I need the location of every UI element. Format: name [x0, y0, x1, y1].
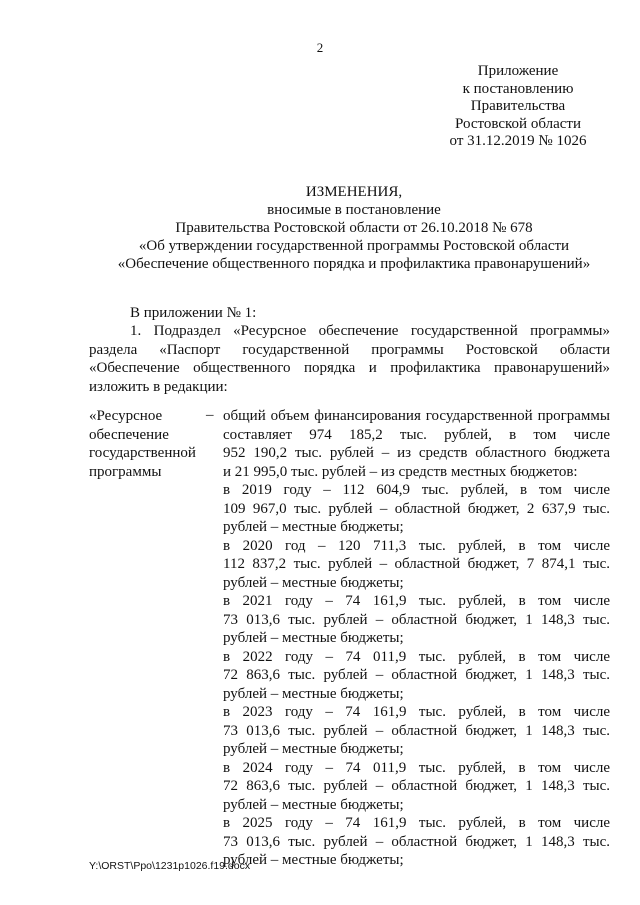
title-line: «Обеспечение общественного порядка и профилактика правонарушений» — [117, 256, 591, 272]
content-line: и 21 995,0 тыс. рублей – из средств местных бюджетов: — [223, 463, 578, 480]
content-line: 112 837,2 тыс. рублей – областной бюджет, 7 874,1 тыс. — [223, 556, 610, 572]
content-line: в 2023 году – 74 161,9 тыс. рублей, в том числе — [223, 704, 610, 720]
content-line: в 2019 году – 112 604,9 тыс. рублей, в том числе — [223, 482, 610, 498]
document-title — [80, 183, 628, 273]
content-line: рублей – местные бюджеты; — [223, 852, 404, 868]
content-line: рублей – местные бюджеты; — [223, 519, 404, 535]
resource-label-line: государственной — [89, 445, 196, 461]
content-line: в 2020 год – 120 711,3 тыс. рублей, в том числе — [223, 537, 610, 554]
content-line: рублей – местные бюджеты; — [223, 796, 404, 813]
appendix-line: от 31.12.2019 № 1026 — [449, 133, 587, 149]
resource-content — [223, 407, 610, 870]
content-line: рублей – местные бюджеты; — [223, 685, 404, 702]
paragraph-1-text: 1. Подраздел «Ресурсное обеспечение государственной программы» раздела «Паспорт государственной программы Ростовской области «Обеспечение общественного порядка и профилактика правонарушений» изложить в редакции: — [89, 323, 610, 395]
title-line: Правительства Ростовской области от 26.10.2018 № 678 — [175, 220, 533, 236]
content-line: в 2024 году – 74 011,9 тыс. рублей, в том числе — [223, 759, 610, 776]
title-line: ИЗМЕНЕНИЯ, — [305, 184, 403, 200]
appendix-line: Приложение — [477, 63, 559, 79]
resource-label-line: программы — [89, 463, 162, 480]
content-line: рублей – местные бюджеты; — [223, 741, 404, 757]
title-line: вносимые в постановление — [267, 202, 441, 218]
content-line: в 2025 году – 74 161,9 тыс. рублей, в том числе — [223, 815, 610, 831]
content-line: 109 967,0 тыс. рублей – областной бюджет, 2 637,9 тыс. — [223, 500, 610, 517]
content-line: составляет 974 185,2 тыс. рублей, в том числе — [223, 426, 610, 443]
in-appendix-heading: В приложении № 1: — [130, 305, 257, 321]
resource-label-line: обеспечение — [89, 426, 169, 443]
page-number: 2 — [316, 40, 324, 55]
resource-dash: – — [206, 407, 214, 423]
content-line: 72 863,6 тыс. рублей – областной бюджет, 1 148,3 тыс. — [223, 667, 610, 683]
title-line: «Об утверждении государственной программы Ростовской области — [138, 238, 570, 254]
resource-label-line: «Ресурсное — [89, 408, 163, 424]
content-line: 72 863,6 тыс. рублей – областной бюджет, 1 148,3 тыс. — [223, 778, 610, 794]
appendix-block — [448, 63, 588, 151]
appendix-line: Правительства — [470, 98, 566, 114]
content-line: в 2022 году – 74 011,9 тыс. рублей, в том числе — [223, 648, 610, 665]
content-line: 73 013,6 тыс. рублей – областной бюджет, 1 148,3 тыс. — [223, 722, 610, 739]
resource-label — [89, 407, 209, 481]
content-line: 952 190,2 тыс. рублей – из средств областного бюджета — [223, 445, 610, 461]
file-path-footer: Y:\ORST\Ppo\1231p1026.f19.docx — [89, 860, 251, 872]
appendix-line: к постановлению — [462, 80, 574, 97]
paragraph-1 — [89, 322, 610, 396]
content-line: в 2021 году – 74 161,9 тыс. рублей, в том числе — [223, 593, 610, 609]
appendix-line: Ростовской области — [455, 115, 581, 132]
content-line: 73 013,6 тыс. рублей – областной бюджет, 1 148,3 тыс. — [223, 611, 610, 628]
content-line: общий объем финансирования государственной программы — [223, 408, 610, 424]
content-line: рублей – местные бюджеты; — [223, 630, 404, 646]
content-line: рублей – местные бюджеты; — [223, 574, 404, 591]
content-line: 73 013,6 тыс. рублей – областной бюджет, 1 148,3 тыс. — [223, 833, 610, 850]
